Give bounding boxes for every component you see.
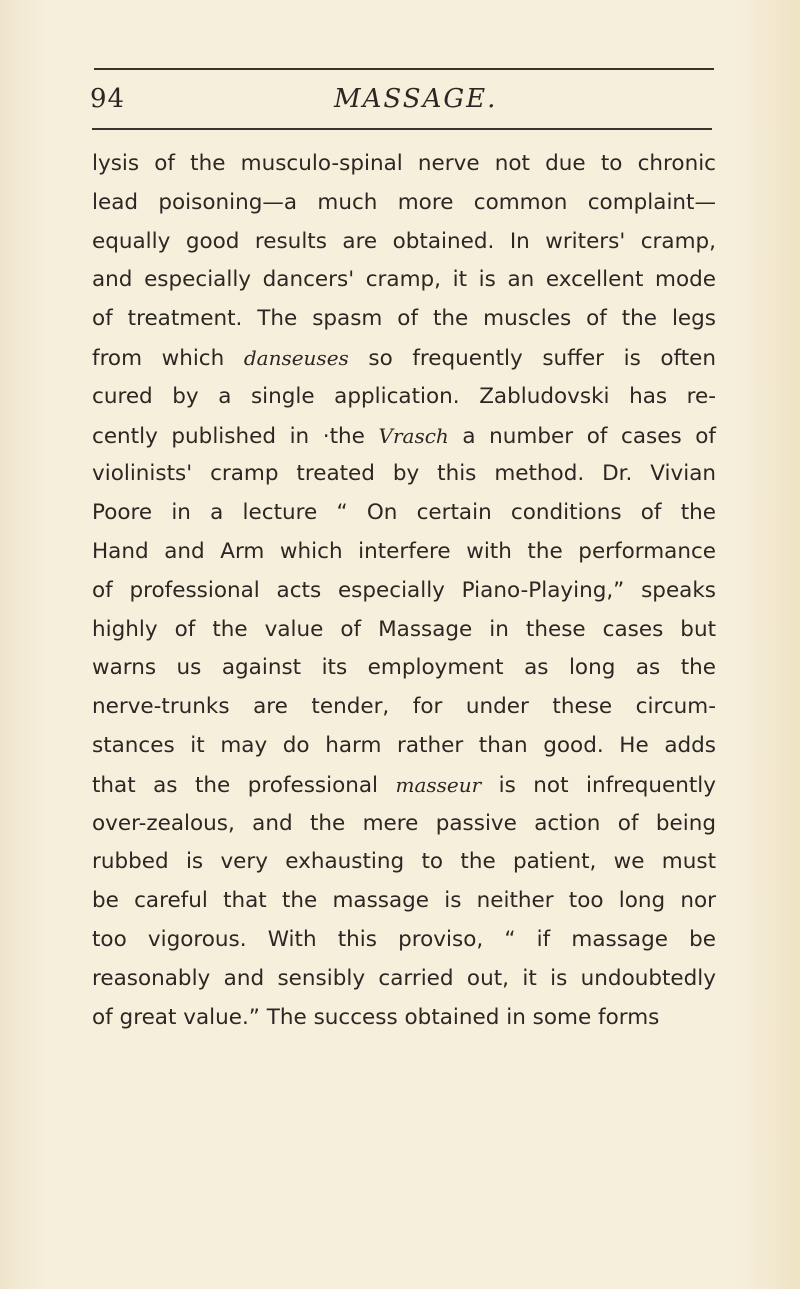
line-segment: rubbed is very exhausting to the patient, we must	[92, 849, 716, 875]
text-line	[92, 572, 716, 611]
text-line	[92, 611, 716, 650]
line-segment: and especially dancers' cramp, it is an excellent mode	[92, 267, 716, 293]
line-segment: highly of the value of Massage in these cases but	[92, 616, 716, 642]
line-segment: be careful that the massage is neither too long nor	[92, 888, 716, 914]
italic-term: Vrasch	[378, 423, 449, 448]
text-line	[92, 378, 716, 417]
line-segment: stances it may do harm rather than good. He adds	[92, 732, 716, 758]
text-line	[92, 766, 716, 805]
line-segment: is not infrequently	[481, 772, 717, 798]
text-line	[92, 417, 716, 456]
line-segment: so frequently suffer is often	[348, 345, 716, 371]
header-top-rule	[94, 68, 714, 70]
line-segment: too vigorous. With this proviso, “ if massage be	[92, 926, 716, 952]
page-header	[90, 84, 730, 124]
line-segment: lysis of the musculo-spinal nerve not due to chronic	[92, 151, 716, 176]
italic-term: danseuses	[243, 345, 349, 370]
text-line	[92, 843, 716, 882]
line-segment: over-zealous, and the mere passive action of being	[92, 810, 716, 836]
line-segment: cured by a single application. Zabludovski has re-	[92, 383, 716, 409]
body-text	[92, 145, 716, 1037]
text-line	[92, 261, 716, 300]
header-bottom-rule	[92, 128, 712, 130]
line-segment: from which	[92, 345, 244, 371]
page-number: 94	[90, 84, 126, 114]
line-segment: cently published in ·the	[92, 423, 379, 449]
text-line	[92, 184, 716, 223]
line-segment: of treatment. The spasm of the muscles of the legs	[92, 306, 716, 332]
line-segment: reasonably and sensibly carried out, it is undoubtedly	[92, 965, 716, 991]
text-line	[92, 533, 716, 572]
text-line	[92, 145, 716, 184]
text-line	[92, 223, 716, 262]
line-segment: of professional acts especially Piano-Playing,” speaks	[92, 577, 716, 603]
text-line	[92, 300, 716, 339]
line-segment: equally good results are obtained. In writers' cramp,	[92, 228, 716, 254]
text-line	[92, 455, 716, 494]
line-segment: a number of cases of	[448, 423, 716, 449]
text-line	[92, 960, 716, 999]
text-line	[92, 688, 716, 727]
line-segment: Hand and Arm which interfere with the performance	[92, 538, 716, 564]
line-segment: violinists' cramp treated by this method. Dr. Vivian	[92, 461, 716, 487]
text-line	[92, 999, 716, 1038]
text-line	[92, 805, 716, 844]
text-line	[92, 727, 716, 766]
text-line	[92, 649, 716, 688]
text-line	[92, 882, 716, 921]
italic-term: masseur	[395, 772, 482, 797]
text-line	[92, 921, 716, 960]
line-segment: lead poisoning—a much more common complaint—	[92, 189, 716, 215]
line-segment: Poore in a lecture “ On certain conditions of the	[92, 500, 716, 526]
line-segment: of great value.” The success obtained in some forms	[92, 1004, 660, 1030]
line-segment: that as the professional	[92, 772, 396, 798]
line-segment: nerve-trunks are tender, for under these circum-	[92, 694, 716, 720]
text-line	[92, 339, 716, 378]
text-line	[92, 494, 716, 533]
running-head: MASSAGE.	[334, 84, 498, 114]
line-segment: warns us against its employment as long as the	[92, 655, 716, 681]
